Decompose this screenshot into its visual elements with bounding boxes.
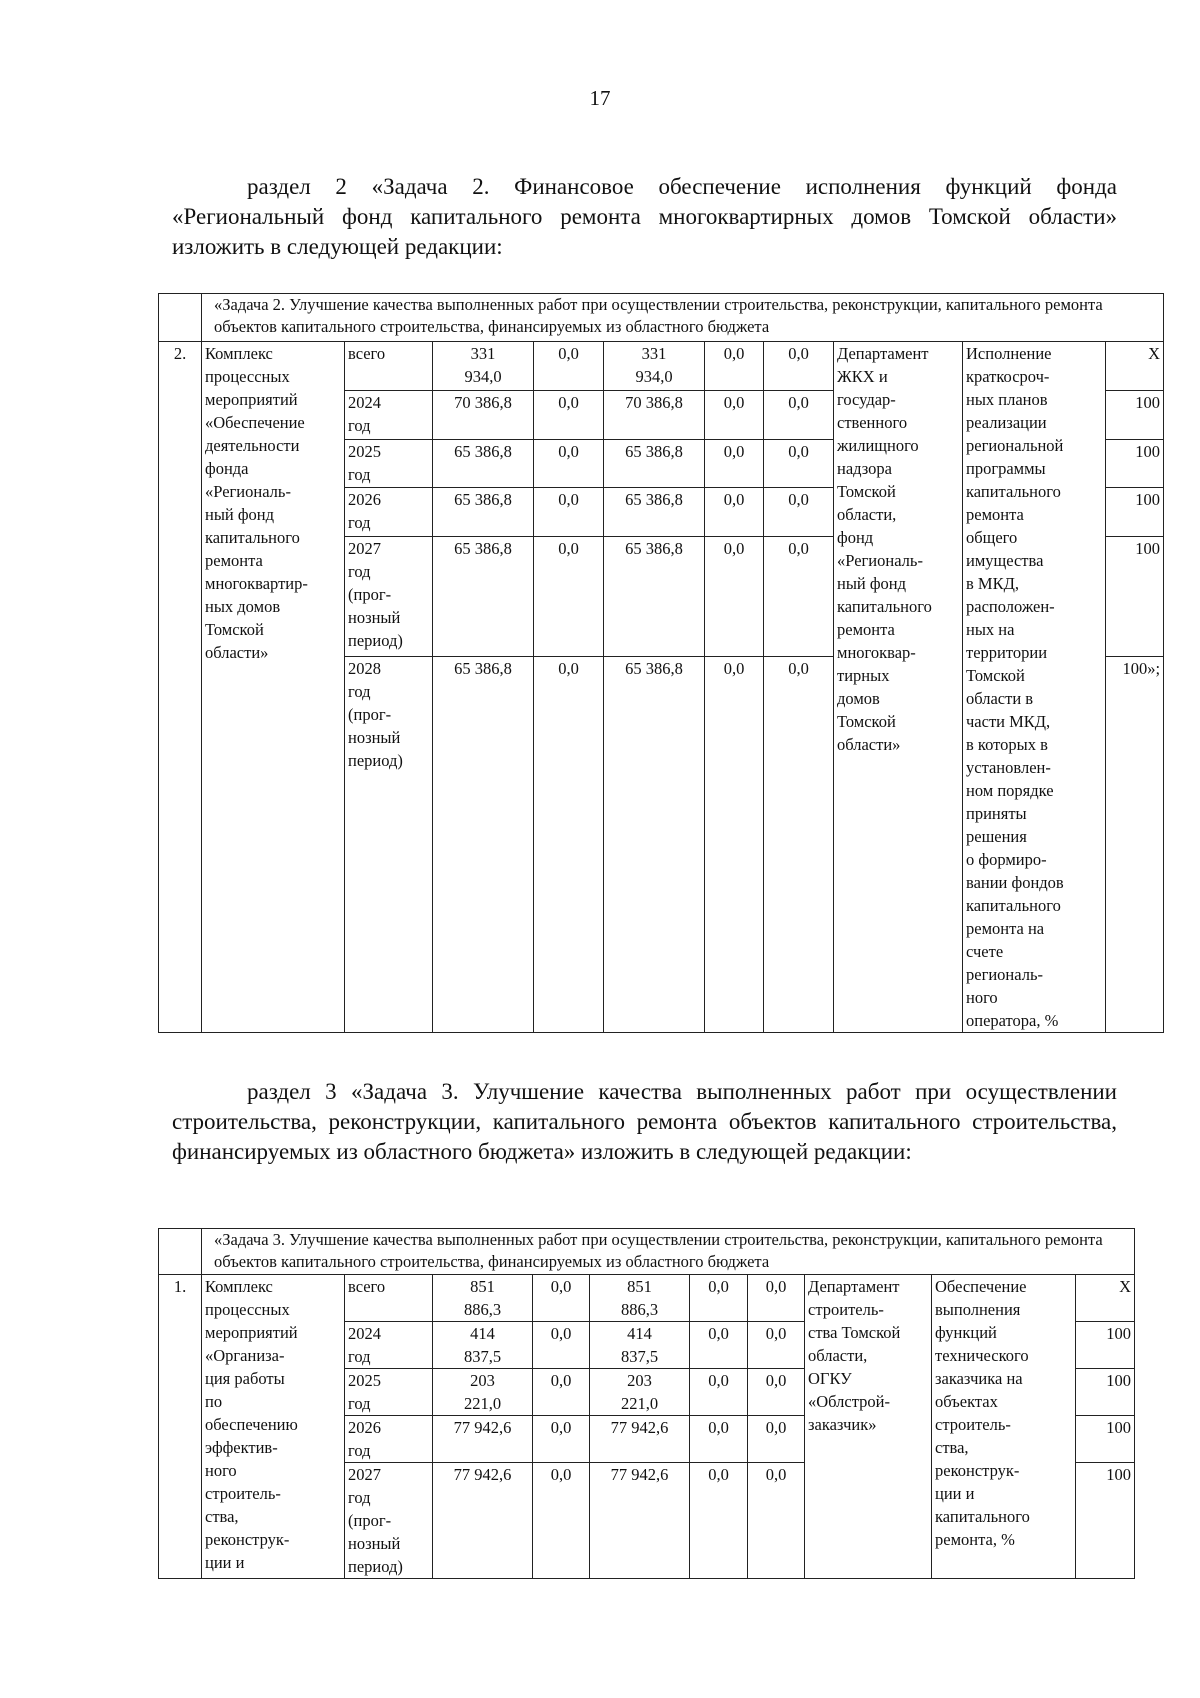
- amount-cell: 0,0: [764, 537, 834, 657]
- amount-cell: 0,0: [534, 488, 604, 537]
- indicator-name-line: Томской: [966, 666, 1025, 685]
- period-cell: [345, 1322, 433, 1369]
- responsible-executor-line: ный фонд: [837, 574, 907, 593]
- total-cell: [433, 342, 534, 391]
- indicator-name-line: ном порядке: [966, 781, 1054, 800]
- regional-budget-cell-line: 65 386,8: [625, 539, 683, 558]
- indicator-name-line: капитального: [966, 482, 1061, 501]
- measure-name-line: Томской: [205, 620, 264, 639]
- period-cell-line: год: [348, 682, 371, 702]
- amount-cell: 0,0: [748, 1275, 805, 1322]
- amount-cell: 0,0: [764, 439, 834, 488]
- responsible-executor-line: области,: [808, 1346, 868, 1365]
- responsible-executor-line: многоквар-: [837, 643, 916, 662]
- indicator-name-line: строитель-: [935, 1415, 1011, 1434]
- amount-cell: 0,0: [690, 1416, 748, 1463]
- indicator-value: X: [1076, 1275, 1135, 1322]
- regional-budget-cell-line: 851: [627, 1277, 652, 1296]
- indicator-name-line: вании фондов: [966, 873, 1064, 892]
- indicator-name-line: области в: [966, 689, 1034, 708]
- total-cell: [433, 1369, 533, 1416]
- indicator-name-line: имущества: [966, 551, 1044, 570]
- measure-name-line: эффектив-: [205, 1438, 278, 1457]
- period-cell-line: год: [348, 464, 371, 484]
- row-number: 1.: [159, 1275, 202, 1579]
- period-cell: [345, 342, 433, 391]
- period-cell-line: 2026: [348, 1418, 381, 1437]
- measure-name-line: по: [205, 1392, 223, 1411]
- total-cell: [433, 488, 534, 537]
- amount-cell: 0,0: [690, 1275, 748, 1322]
- period-cell-line: год: [348, 1347, 371, 1366]
- indicator-name-line: функций: [935, 1323, 997, 1342]
- regional-budget-cell: [604, 537, 705, 657]
- indicator-name-line: программы: [966, 459, 1046, 478]
- amount-cell: 0,0: [705, 439, 764, 488]
- responsible-executor-line: Томской: [837, 482, 896, 501]
- indicator-name-line: заказчика на: [935, 1369, 1023, 1388]
- measure-name-line: ции и: [205, 1553, 245, 1572]
- period-cell-line: год: [348, 415, 371, 435]
- responsible-executor-line: области,: [837, 505, 897, 524]
- period-cell-line: нозный: [348, 728, 401, 748]
- indicator-name-line: краткосроч-: [966, 367, 1050, 386]
- amount-cell: 0,0: [748, 1322, 805, 1369]
- amount-cell: 0,0: [705, 342, 764, 391]
- regional-budget-cell-line: 65 386,8: [625, 490, 683, 510]
- regional-budget-cell: [604, 439, 705, 488]
- period-cell-line: 2027: [348, 539, 381, 558]
- page-number: 17: [589, 86, 611, 110]
- responsible-executor-line: фонд: [837, 528, 874, 547]
- period-cell-line: 2027: [348, 1465, 381, 1484]
- indicator-name-line: реализации: [966, 413, 1047, 432]
- responsible-executor-line: Департамент: [837, 344, 929, 363]
- period-cell: [345, 537, 433, 657]
- measure-name-line: обеспечению: [205, 1415, 298, 1434]
- amount-cell: 0,0: [690, 1463, 748, 1579]
- indicator-name-line: счете: [966, 942, 1004, 961]
- amount-cell: 0,0: [533, 1322, 590, 1369]
- regional-budget-cell-line: 65 386,8: [625, 441, 683, 461]
- regional-budget-cell-line: 203: [627, 1371, 652, 1390]
- measure-name-line: реконструк-: [205, 1530, 290, 1549]
- responsible-executor-line: ства Томской: [808, 1323, 901, 1342]
- regional-budget-cell-line: 70 386,8: [625, 392, 683, 412]
- amount-cell: 0,0: [705, 488, 764, 537]
- responsible-executor-line: надзора: [837, 459, 892, 478]
- indicator-name-line: технического: [935, 1346, 1029, 1365]
- period-cell: [345, 1275, 433, 1322]
- amount-cell: 0,0: [533, 1463, 590, 1579]
- total-cell: [433, 537, 534, 657]
- measure-name-line: фонда: [205, 459, 249, 478]
- indicator-name-line: оператора, %: [966, 1011, 1059, 1030]
- indicator-name-line: ных на: [966, 620, 1015, 639]
- section2-paragraph: [172, 172, 1117, 262]
- period-cell-line: (прог-: [348, 705, 392, 725]
- indicator-name-line: Исполнение: [966, 344, 1052, 363]
- indicator-value: X: [1106, 342, 1164, 391]
- indicator-name-line: капитального: [966, 896, 1061, 915]
- indicator-name-line: реконструк-: [935, 1461, 1020, 1480]
- responsible-executor-line: жилищного: [837, 436, 919, 455]
- period-cell: [345, 1416, 433, 1463]
- measure-name-line: ция работы: [205, 1369, 285, 1388]
- total-cell-line: 65 386,8: [454, 659, 512, 679]
- header-blank-cell: [159, 1229, 202, 1275]
- amount-cell: 0,0: [764, 488, 834, 537]
- measure-name-line: области»: [205, 643, 269, 662]
- total-cell-line: 77 942,6: [453, 1418, 512, 1437]
- measure-name-line: «Обеспечение: [205, 413, 305, 432]
- task-header: «Задача 2. Улучшение качества выполненных работ при осуществлении строительства, реконструкции, капитального ремонта объектов капитального строительства, финансируемых из областного бюджета: [202, 294, 1164, 342]
- total-cell-line: 203: [470, 1371, 495, 1390]
- period-cell-line: (прог-: [348, 1511, 392, 1530]
- measure-name-line: строитель-: [205, 1484, 281, 1503]
- responsible-executor-line: «Облстрой-: [808, 1392, 890, 1411]
- indicator-name-line: объектах: [935, 1392, 998, 1411]
- indicator-name-line: общего: [966, 528, 1018, 547]
- responsible-executor-line: капитального: [837, 597, 932, 616]
- measure-name-line: ства,: [205, 1507, 239, 1526]
- period-cell-line: период): [348, 1557, 403, 1576]
- indicator-name-line: приняты: [966, 804, 1027, 823]
- responsible-executor: [834, 342, 963, 1033]
- regional-budget-cell-line: 414: [627, 1324, 652, 1343]
- indicator-name-line: ства,: [935, 1438, 969, 1457]
- period-cell-line: период): [348, 631, 403, 650]
- amount-cell: 0,0: [705, 657, 764, 1033]
- measure-name-line: процессных: [205, 1300, 290, 1319]
- indicator-name-line: выполнения: [935, 1300, 1021, 1319]
- period-cell-line: 2024: [348, 392, 381, 412]
- regional-budget-cell-line: 77 942,6: [610, 1465, 669, 1484]
- period-cell-line: всего: [348, 344, 386, 363]
- responsible-executor-line: заказчик»: [808, 1415, 877, 1434]
- section3-intro-text: раздел 3 «Задача 3. Улучшение качества выполненных работ при осуществлении строительства, реконструкции, капитального ремонта объектов капитального строительства, финансируемых из областного бюджета» изложить в следующей редакции:: [172, 1079, 1117, 1164]
- regional-budget-cell-line: 65 386,8: [625, 659, 683, 679]
- amount-cell: 0,0: [748, 1416, 805, 1463]
- regional-budget-cell: [590, 1275, 690, 1322]
- total-cell: [433, 1416, 533, 1463]
- amount-cell: 0,0: [534, 342, 604, 391]
- amount-cell: 0,0: [764, 657, 834, 1033]
- regional-budget-cell: [590, 1416, 690, 1463]
- table-row: [159, 1275, 1135, 1322]
- table-row: [159, 342, 1164, 391]
- responsible-executor-line: тирных: [837, 666, 890, 685]
- indicator-value: 100: [1076, 1416, 1135, 1463]
- indicator-name-line: в МКД,: [966, 574, 1019, 593]
- total-cell: [433, 657, 534, 1033]
- period-cell-line: год: [348, 1488, 371, 1507]
- total-cell-line: 221,0: [463, 1394, 502, 1413]
- total-cell-line: 70 386,8: [454, 392, 512, 412]
- total-cell-line: 837,5: [463, 1347, 502, 1366]
- amount-cell: 0,0: [534, 657, 604, 1033]
- table-header-row: [159, 1229, 1135, 1275]
- period-cell: [345, 1369, 433, 1416]
- indicator-name-line: территории: [966, 643, 1048, 662]
- amount-cell: 0,0: [533, 1275, 590, 1322]
- period-cell: [345, 390, 433, 439]
- regional-budget-cell-line: 77 942,6: [610, 1418, 669, 1437]
- responsible-executor-line: государ-: [837, 390, 896, 409]
- amount-cell: 0,0: [705, 537, 764, 657]
- total-cell-line: 886,3: [463, 1300, 502, 1319]
- period-cell: [345, 1463, 433, 1579]
- total-cell: [433, 439, 534, 488]
- measure-name-line: ного: [205, 1461, 237, 1480]
- period-cell-line: 2025: [348, 1371, 381, 1390]
- indicator-name-line: о формиро-: [966, 850, 1047, 869]
- measure-name-line: «Организа-: [205, 1346, 285, 1365]
- measure-name-line: мероприятий: [205, 390, 298, 409]
- measure-name-line: Комплекс: [205, 344, 273, 363]
- total-cell: [433, 390, 534, 439]
- responsible-executor-line: ремонта: [837, 620, 895, 639]
- period-cell-line: 2028: [348, 659, 381, 679]
- responsible-executor-line: Департамент: [808, 1277, 900, 1296]
- regional-budget-cell-line: 934,0: [635, 367, 673, 386]
- total-cell-line: 65 386,8: [454, 490, 512, 510]
- measure-name-line: «Региональ-: [205, 482, 291, 501]
- period-cell: [345, 488, 433, 537]
- measure-name: [202, 1275, 345, 1579]
- indicator-name: [932, 1275, 1076, 1579]
- indicator-value: 100: [1076, 1463, 1135, 1579]
- indicator-name-line: ремонта на: [966, 919, 1045, 938]
- total-cell: [433, 1463, 533, 1579]
- regional-budget-cell-line: 331: [641, 344, 667, 363]
- total-cell-line: 851: [470, 1277, 495, 1296]
- regional-budget-cell: [590, 1369, 690, 1416]
- indicator-name-line: в которых в: [966, 735, 1048, 754]
- period-cell-line: 2026: [348, 490, 381, 510]
- amount-cell: 0,0: [764, 390, 834, 439]
- indicator-name-line: ремонта: [966, 505, 1024, 524]
- indicator-name-line: региональ-: [966, 965, 1043, 984]
- amount-cell: 0,0: [748, 1463, 805, 1579]
- header-blank-cell: [159, 294, 202, 342]
- measure-name-line: ный фонд: [205, 505, 275, 524]
- responsible-executor-line: Томской: [837, 712, 896, 731]
- indicator-name-line: ции и: [935, 1484, 975, 1503]
- regional-budget-cell: [590, 1463, 690, 1579]
- indicator-value: 100: [1106, 390, 1164, 439]
- indicator-name-line: капитального: [935, 1507, 1030, 1526]
- measure-name-line: процессных: [205, 367, 290, 386]
- regional-budget-cell-line: 221,0: [620, 1394, 659, 1413]
- indicator-name: [963, 342, 1106, 1033]
- indicator-name-line: решения: [966, 827, 1027, 846]
- total-cell-line: 331: [470, 344, 496, 363]
- total-cell-line: 414: [470, 1324, 495, 1343]
- indicator-value: 100»;: [1106, 657, 1164, 1033]
- amount-cell: 0,0: [533, 1416, 590, 1463]
- indicator-value: 100: [1106, 488, 1164, 537]
- measure-name: [202, 342, 345, 1033]
- regional-budget-cell: [604, 390, 705, 439]
- indicator-name-line: расположен-: [966, 597, 1055, 616]
- indicator-name-line: Обеспечение: [935, 1277, 1027, 1296]
- period-cell-line: год: [348, 1441, 371, 1460]
- indicator-name-line: региональной: [966, 436, 1064, 455]
- total-cell-line: 77 942,6: [453, 1465, 512, 1484]
- measure-name-line: ремонта: [205, 551, 263, 570]
- total-cell: [433, 1275, 533, 1322]
- amount-cell: 0,0: [690, 1369, 748, 1416]
- task-header: «Задача 3. Улучшение качества выполненных работ при осуществлении строительства, реконструкции, капитального ремонта объектов капитального строительства, финансируемых из областного бюджета: [202, 1229, 1135, 1275]
- measure-name-line: капитального: [205, 528, 300, 547]
- period-cell-line: год: [348, 1394, 371, 1413]
- responsible-executor-line: области»: [837, 735, 901, 754]
- indicator-name-line: установлен-: [966, 758, 1051, 777]
- indicator-name-line: ного: [966, 988, 998, 1007]
- total-cell: [433, 1322, 533, 1369]
- regional-budget-cell: [590, 1322, 690, 1369]
- amount-cell: 0,0: [533, 1369, 590, 1416]
- amount-cell: 0,0: [534, 537, 604, 657]
- period-cell-line: период): [348, 751, 403, 771]
- amount-cell: 0,0: [534, 439, 604, 488]
- measure-name-line: многоквартир-: [205, 574, 308, 593]
- period-cell: [345, 657, 433, 1033]
- indicator-value: 100: [1076, 1369, 1135, 1416]
- regional-budget-cell: [604, 488, 705, 537]
- amount-cell: 0,0: [705, 390, 764, 439]
- indicator-value: 100: [1106, 439, 1164, 488]
- regional-budget-cell: [604, 657, 705, 1033]
- period-cell-line: (прог-: [348, 585, 392, 604]
- period-cell-line: год: [348, 562, 371, 581]
- indicator-value: 100: [1106, 537, 1164, 657]
- responsible-executor-line: строитель-: [808, 1300, 884, 1319]
- period-cell-line: нозный: [348, 1534, 401, 1553]
- indicator-value: 100: [1076, 1322, 1135, 1369]
- measure-name-line: мероприятий: [205, 1323, 298, 1342]
- regional-budget-cell-line: 886,3: [620, 1300, 659, 1319]
- row-number: 2.: [159, 342, 202, 1033]
- indicator-name-line: ных планов: [966, 390, 1048, 409]
- amount-cell: 0,0: [690, 1322, 748, 1369]
- task3-table: [158, 1228, 1135, 1579]
- section3-paragraph: [172, 1077, 1117, 1167]
- indicator-name-line: части МКД,: [966, 712, 1051, 731]
- regional-budget-cell-line: 837,5: [620, 1347, 659, 1366]
- responsible-executor-line: ственного: [837, 413, 908, 432]
- measure-name-line: ных домов: [205, 597, 281, 616]
- period-cell: [345, 439, 433, 488]
- total-cell-line: 934,0: [464, 367, 502, 386]
- table-header-row: [159, 294, 1164, 342]
- responsible-executor-line: «Региональ-: [837, 551, 923, 570]
- period-cell-line: нозный: [348, 608, 401, 627]
- responsible-executor-line: домов: [837, 689, 880, 708]
- responsible-executor: [805, 1275, 932, 1579]
- task2-table: [158, 293, 1164, 1033]
- period-cell-line: 2025: [348, 441, 381, 461]
- regional-budget-cell: [604, 342, 705, 391]
- responsible-executor-line: ЖКХ и: [837, 367, 888, 386]
- amount-cell: 0,0: [748, 1369, 805, 1416]
- measure-name-line: Комплекс: [205, 1277, 273, 1296]
- period-cell-line: 2024: [348, 1324, 381, 1343]
- amount-cell: 0,0: [764, 342, 834, 391]
- indicator-name-line: ремонта, %: [935, 1530, 1015, 1549]
- measure-name-line: деятельности: [205, 436, 300, 455]
- amount-cell: 0,0: [534, 390, 604, 439]
- period-cell-line: год: [348, 513, 371, 533]
- responsible-executor-line: ОГКУ: [808, 1369, 852, 1388]
- total-cell-line: 65 386,8: [454, 441, 512, 461]
- period-cell-line: всего: [348, 1277, 386, 1296]
- section2-intro-text: раздел 2 «Задача 2. Финансовое обеспечение исполнения функций фонда «Региональный фонд капитального ремонта многоквартирных домов Томской области» изложить в следующей редакции:: [172, 174, 1117, 259]
- total-cell-line: 65 386,8: [454, 539, 512, 558]
